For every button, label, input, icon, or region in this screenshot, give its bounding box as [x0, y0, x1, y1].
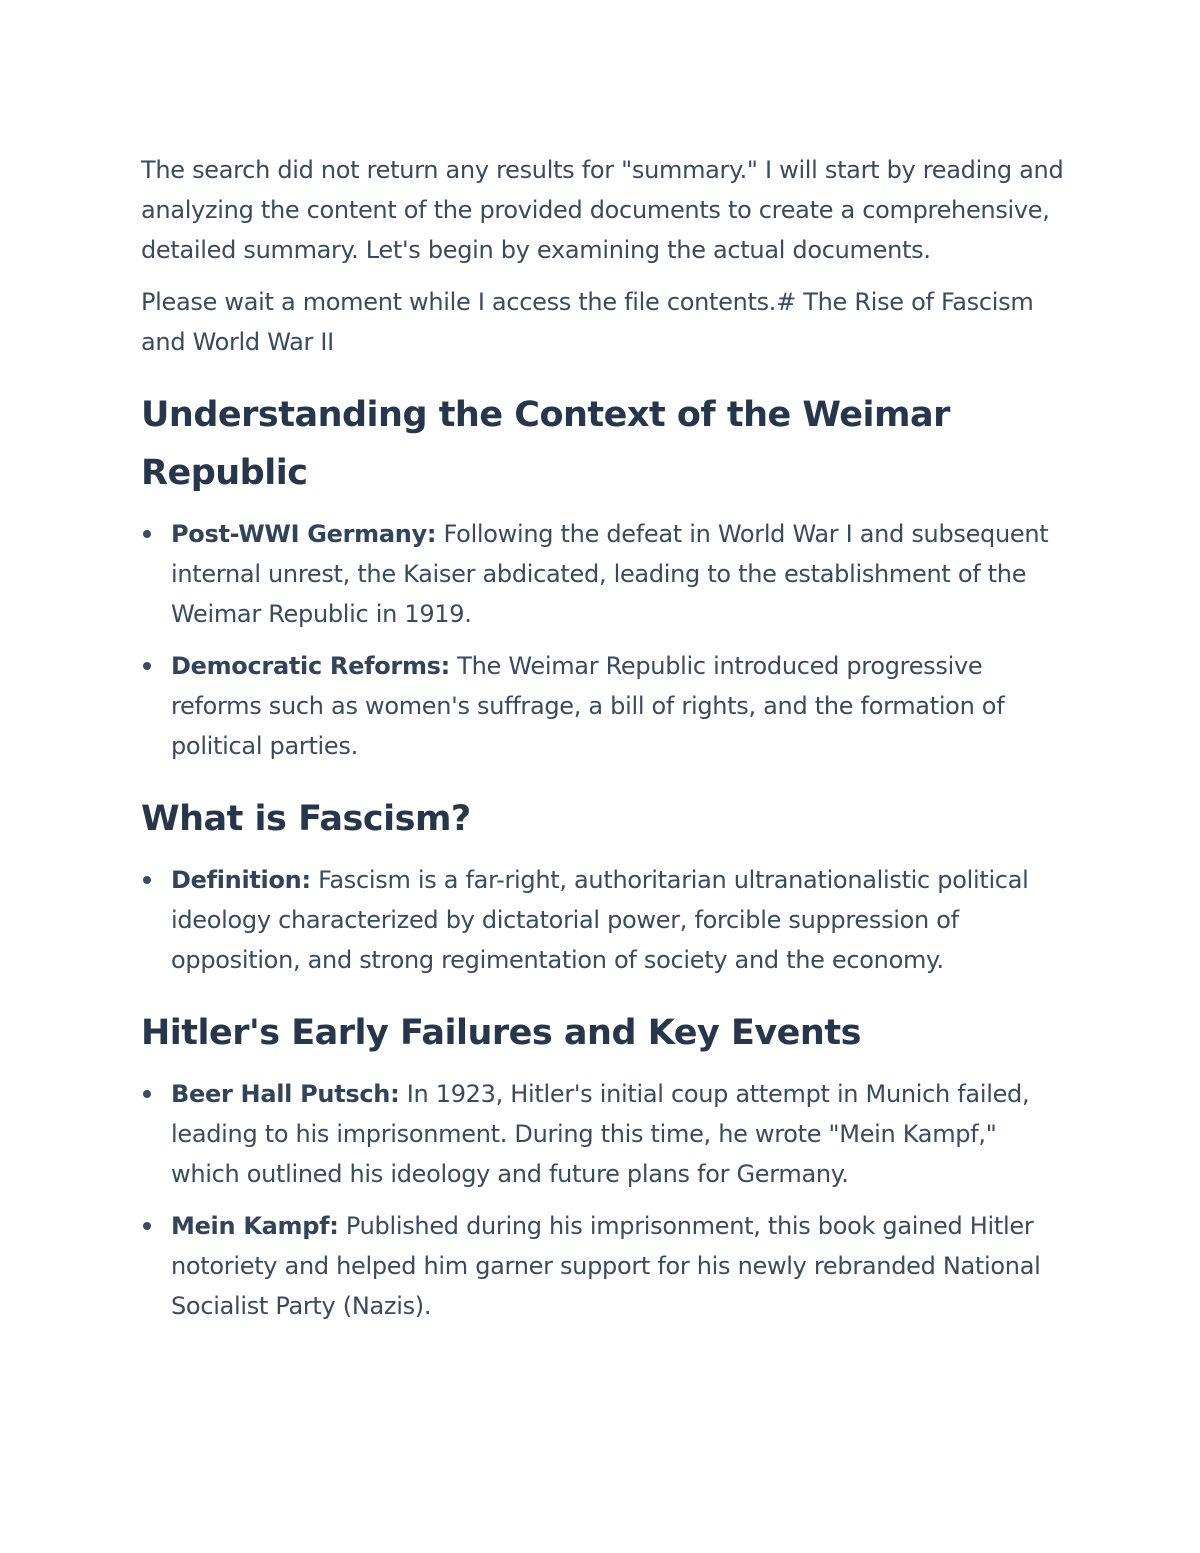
list-item-term: Beer Hall Putsch: — [171, 1080, 400, 1108]
intro-paragraph-wait: Please wait a moment while I access the file contents.# The Rise of Fascism and World War II — [141, 288, 1034, 356]
list-item-term: Democratic Reforms: — [171, 652, 450, 680]
list-item-text: Published during his imprisonment, this book gained Hitler notoriety and helped him garner support for his newly rebranded National Socialist Party (Nazis). — [171, 1212, 1041, 1320]
section-list-weimar — [141, 514, 1071, 766]
section-list-hitler — [141, 1074, 1071, 1326]
list-item — [141, 514, 1071, 634]
section-heading-fascism: What is Fascism? — [141, 799, 471, 839]
list-item — [141, 646, 1071, 766]
list-item-term: Mein Kampf: — [171, 1212, 339, 1240]
bullet-icon — [143, 876, 151, 884]
intro-paragraph: The search did not return any results for "summary." I will start by reading and analyzing the content of the provided documents to create a comprehensive, detailed summary. Let's begin by examining the actual documents. — [141, 156, 1064, 264]
bullet-icon — [143, 1222, 151, 1230]
list-item — [141, 1206, 1071, 1326]
section-list-fascism — [141, 860, 1071, 980]
document-page — [141, 150, 1071, 1338]
list-item-term: Post-WWI Germany: — [171, 520, 437, 548]
list-item-text: Fascism is a far-right, authoritarian ultranationalistic political ideology characterized by dictatorial power, forcible suppression of opposition, and strong regimentation of society and the economy. — [171, 866, 1029, 974]
list-item-text: In 1923, Hitler's initial coup attempt in Munich failed, leading to his imprisonment. During this time, he wrote "Mein Kampf," which outlined his ideology and future plans for Germany. — [171, 1080, 1030, 1188]
section-heading-hitler: Hitler's Early Failures and Key Events — [141, 1013, 861, 1053]
list-item-text: Following the defeat in World War I and subsequent internal unrest, the Kaiser abdicated, leading to the establishment of the Weimar Republic in 1919. — [171, 520, 1049, 628]
bullet-icon — [143, 662, 151, 670]
list-item-text: The Weimar Republic introduced progressive reforms such as women's suffrage, a bill of rights, and the formation of political parties. — [171, 652, 1005, 760]
section-heading-weimar: Understanding the Context of the Weimar Republic — [141, 395, 950, 493]
list-item-term: Definition: — [171, 866, 311, 894]
list-item — [141, 860, 1071, 980]
bullet-icon — [143, 530, 151, 538]
bullet-icon — [143, 1090, 151, 1098]
list-item — [141, 1074, 1071, 1194]
